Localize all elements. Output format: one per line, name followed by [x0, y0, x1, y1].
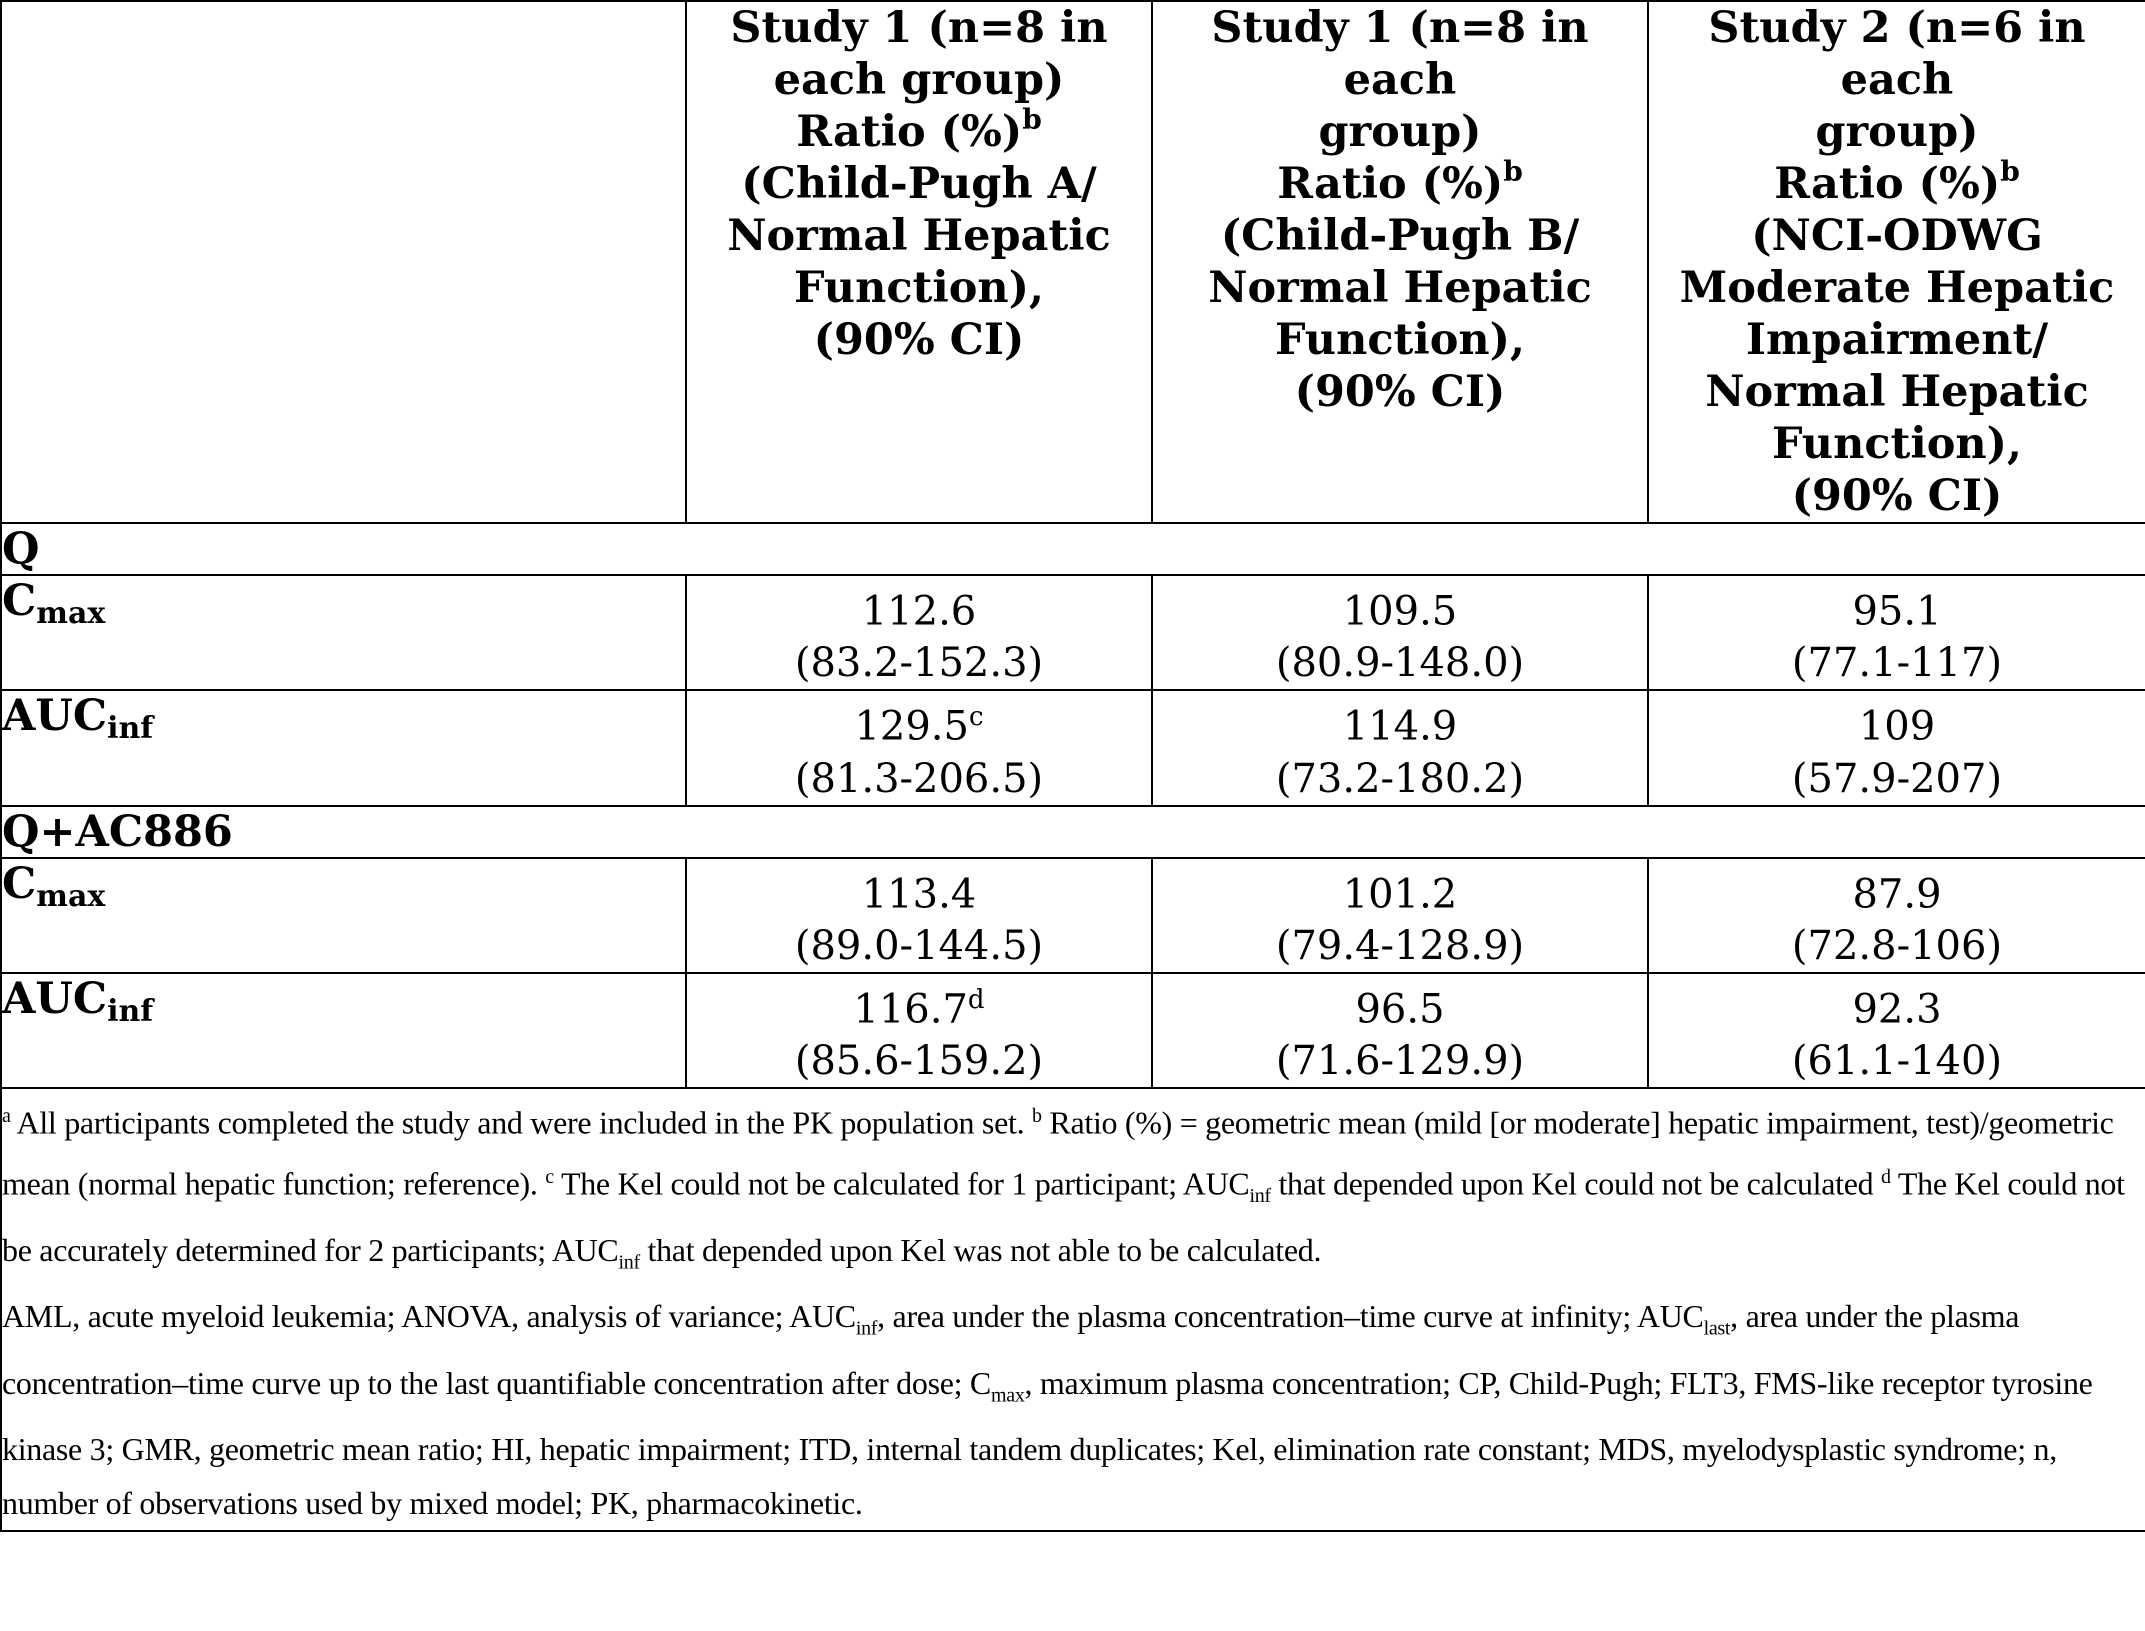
header-line: group) — [1318, 107, 1482, 157]
header-line: Normal Hepatic — [1208, 263, 1592, 313]
value-cell: 109 (57.9-207) — [1648, 690, 2145, 805]
header-line: Normal Hepatic — [727, 211, 1111, 261]
param-label: $AUC_{inf}$ — [1, 690, 686, 805]
header-study1-cpa — [686, 1, 1152, 523]
footnote-row — [1, 1088, 2145, 1531]
section-row — [1, 523, 2145, 575]
header-line: Function), — [1772, 419, 2022, 469]
param-label: $C_{max}$ — [1, 858, 686, 973]
header-line: Normal Hepatic — [1705, 367, 2089, 417]
param-label: $AUC_{inf}$ — [1, 973, 686, 1088]
header-line: Ratio (%)$^b$ — [1277, 155, 1523, 209]
header-line: group) — [1815, 107, 1979, 157]
header-empty-cell — [1, 1, 686, 523]
section-label: Q — [1, 523, 2145, 575]
header-line: (90% CI) — [1294, 367, 1506, 417]
param-label: $C_{max}$ — [1, 575, 686, 690]
value-cell: 101.2 (79.4-128.9) — [1152, 858, 1648, 973]
header-line: Study 2 (n=6 in each — [1708, 3, 2086, 105]
header-line: (Child-Pugh A/ — [741, 159, 1097, 209]
table-row — [1, 575, 2145, 690]
header-line: Study 1 (n=8 in each — [1211, 3, 1589, 105]
value-cell: 109.5 (80.9-148.0) — [1152, 575, 1648, 690]
abbreviations-paragraph: AML, acute myeloid leukemia; ANOVA, analysis of variance; $AUC_{inf}$, area under the plasma concentration–time curve at infinity; $AUC_{last}$, area under the plasma concentration–time curve up to the last quantifiable concentration after dose; $C_{max}$, maximum plasma concentration; CP, Child-Pugh; FLT3, FMS-like receptor tyrosine kinase 3; GMR, geometric mean ratio; HI, hepatic impairment; ITD, internal tandem duplicates; Kel, elimination rate constant; MDS, myelodysplastic syndrome; n, number of observations used by mixed model; PK, pharmacokinetic. — [2, 1298, 2093, 1522]
header-row — [1, 1, 2145, 523]
header-line: Study 1 (n=8 in — [730, 3, 1108, 53]
header-line: Ratio (%)$^b$ — [1774, 155, 2020, 209]
value-cell: 113.4 (89.0-144.5) — [686, 858, 1152, 973]
value-cell: 96.5 (71.6-129.9) — [1152, 973, 1648, 1088]
value-cell: 92.3 (61.1-140) — [1648, 973, 2145, 1088]
table-row — [1, 973, 2145, 1088]
header-line: (NCI-ODWG — [1751, 211, 2043, 261]
section-label: Q+AC886 — [1, 806, 2145, 858]
footnote-paragraph: $^a$ All participants completed the study and were included in the PK population set. $^b$ Ratio (%) = geometric mean (mild [or moderate] hepatic impairment, test)/geometric mean (normal hepatic function; reference). $^c$ The Kel could not be calculated for 1 participant; $AUC_{inf}$ that depended upon Kel could not be calculated $^d$ The Kel could not be accurately determined for 2 participants; $AUC_{inf}$ that depended upon Kel was not able to be calculated. — [2, 1104, 2125, 1274]
value-cell: 116.7$^d$ (85.6-159.2) — [686, 973, 1152, 1088]
value-cell: 95.1 (77.1-117) — [1648, 575, 2145, 690]
header-line: each group) — [773, 55, 1065, 105]
value-cell: 112.6 (83.2-152.3) — [686, 575, 1152, 690]
footnotes-cell — [1, 1088, 2145, 1531]
header-line: Impairment/ — [1745, 315, 2049, 365]
header-line: (Child-Pugh B/ — [1220, 211, 1580, 261]
header-line: Function), — [794, 263, 1044, 313]
value-cell: 129.5$^c$ (81.3-206.5) — [686, 690, 1152, 805]
table-row — [1, 690, 2145, 805]
header-line: (90% CI) — [813, 315, 1025, 365]
value-cell: 87.9 (72.8-106) — [1648, 858, 2145, 973]
section-row — [1, 806, 2145, 858]
header-line: Function), — [1275, 315, 1525, 365]
value-cell: 114.9 (73.2-180.2) — [1152, 690, 1648, 805]
header-study1-cpb — [1152, 1, 1648, 523]
header-line: Moderate Hepatic — [1679, 263, 2115, 313]
table-row — [1, 858, 2145, 973]
header-line: Ratio (%)$^b$ — [796, 103, 1042, 157]
header-line: (90% CI) — [1791, 471, 2003, 521]
header-study2-odwg — [1648, 1, 2145, 523]
